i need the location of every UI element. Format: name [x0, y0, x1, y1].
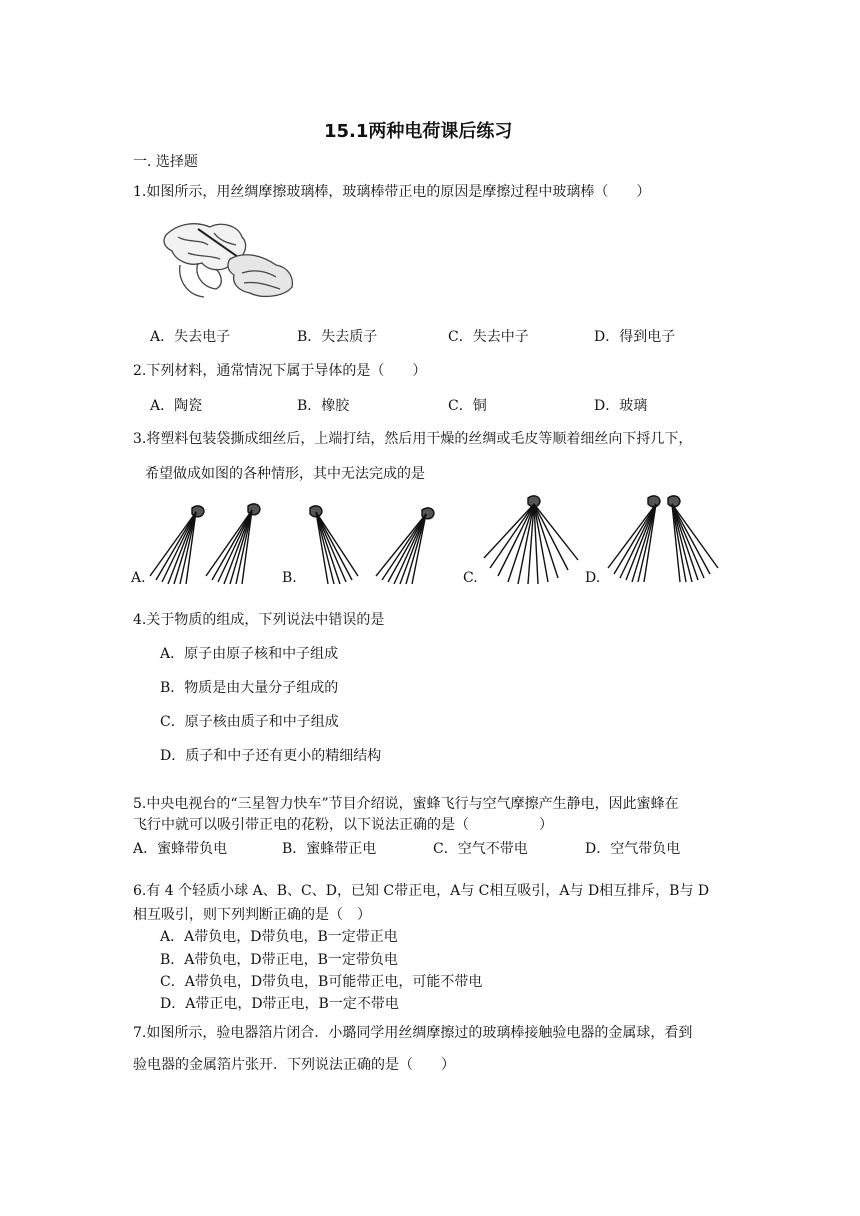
q3-figure-b-strands — [298, 498, 446, 588]
q4-option-d: D．质子和中子还有更小的精细结构 — [160, 748, 382, 764]
q6-stem-line2: 相互吸引，则下列判断正确的是（ ） — [133, 907, 371, 923]
page-title: 15.1两种电荷课后练习 — [324, 121, 513, 142]
q6-option-b: B．A带负电，D带正电，B一定带负电 — [160, 952, 398, 968]
q6-option-a: A．A带负电，D带负电，B一定带正电 — [160, 929, 398, 945]
q3-figure-c-strands — [482, 494, 582, 588]
q2-option-a: A．陶瓷 — [150, 398, 203, 414]
q1-option-a: A．失去电子 — [150, 329, 231, 345]
q3-label-a: A. — [131, 570, 146, 586]
q5-stem-line1: 5.中央电视台的“三星智力快车”节目介绍说，蜜蜂飞行与空气摩擦产生静电，因此蜜蜂在 — [133, 796, 679, 812]
q5-option-c: C．空气不带电 — [433, 841, 528, 857]
q5-stem-line2: 飞行中就可以吸引带正电的花粉，以下说法正确的是（ ） — [133, 817, 553, 833]
q7-stem-line2: 验电器的金属箔片张开．下列说法正确的是（ ） — [133, 1057, 455, 1073]
silk-rubbing-glass-rod-figure — [158, 215, 298, 303]
q3-figure-a-strands — [148, 498, 276, 588]
q1-stem: 1.如图所示，用丝绸摩擦玻璃棒，玻璃棒带正电的原因是摩擦过程中玻璃棒（ ） — [133, 184, 651, 200]
q2-option-c: C．铜 — [448, 398, 487, 414]
q3-stem-line2: 希望做成如图的各种情形，其中无法完成的是 — [145, 466, 425, 482]
q6-option-d: D．A带正电，D带正电，B一定不带电 — [160, 996, 399, 1012]
q1-option-c: C．失去中子 — [448, 329, 529, 345]
q4-option-b: B．物质是由大量分子组成的 — [160, 680, 339, 696]
q2-option-d: D．玻璃 — [594, 398, 648, 414]
q2-option-b: B．橡胶 — [297, 398, 350, 414]
q3-label-b: B. — [282, 570, 297, 586]
q1-option-b: B．失去质子 — [297, 329, 378, 345]
q4-stem: 4.关于物质的组成，下列说法中错误的是 — [133, 612, 385, 628]
q5-option-b: B．蜜蜂带正电 — [282, 841, 377, 857]
q4-option-a: A．原子由原子核和中子组成 — [160, 646, 339, 662]
q5-option-d: D．空气带负电 — [585, 841, 681, 857]
section-heading: 一. 选择题 — [133, 154, 198, 170]
q6-stem-line1: 6.有 4 个轻质小球 A、B、C、D，已知 C带正电，A与 C相互吸引，A与 D相互排斥，B与 D — [133, 883, 710, 899]
q6-option-c: C．A带负电，D带负电，B可能带正电，可能不带电 — [160, 974, 483, 990]
q4-option-c: C．原子核由质子和中子组成 — [160, 714, 339, 730]
q1-option-d: D．得到电子 — [594, 329, 676, 345]
q3-label-d: D. — [585, 570, 601, 586]
q3-label-c: C. — [463, 570, 478, 586]
q3-stem-line1: 3.将塑料包装袋撕成细丝后，上端打结，然后用干燥的丝绸或毛皮等顺着细丝向下捋几下， — [133, 431, 693, 447]
q3-figure-d-strands — [604, 492, 726, 588]
q2-stem: 2.下列材料，通常情况下属于导体的是（ ） — [133, 363, 427, 379]
q5-option-a: A．蜜蜂带负电 — [133, 841, 228, 857]
q7-stem-line1: 7.如图所示，验电器箔片闭合．小璐同学用丝绸摩擦过的玻璃棒接触验电器的金属球，看到 — [133, 1025, 693, 1041]
